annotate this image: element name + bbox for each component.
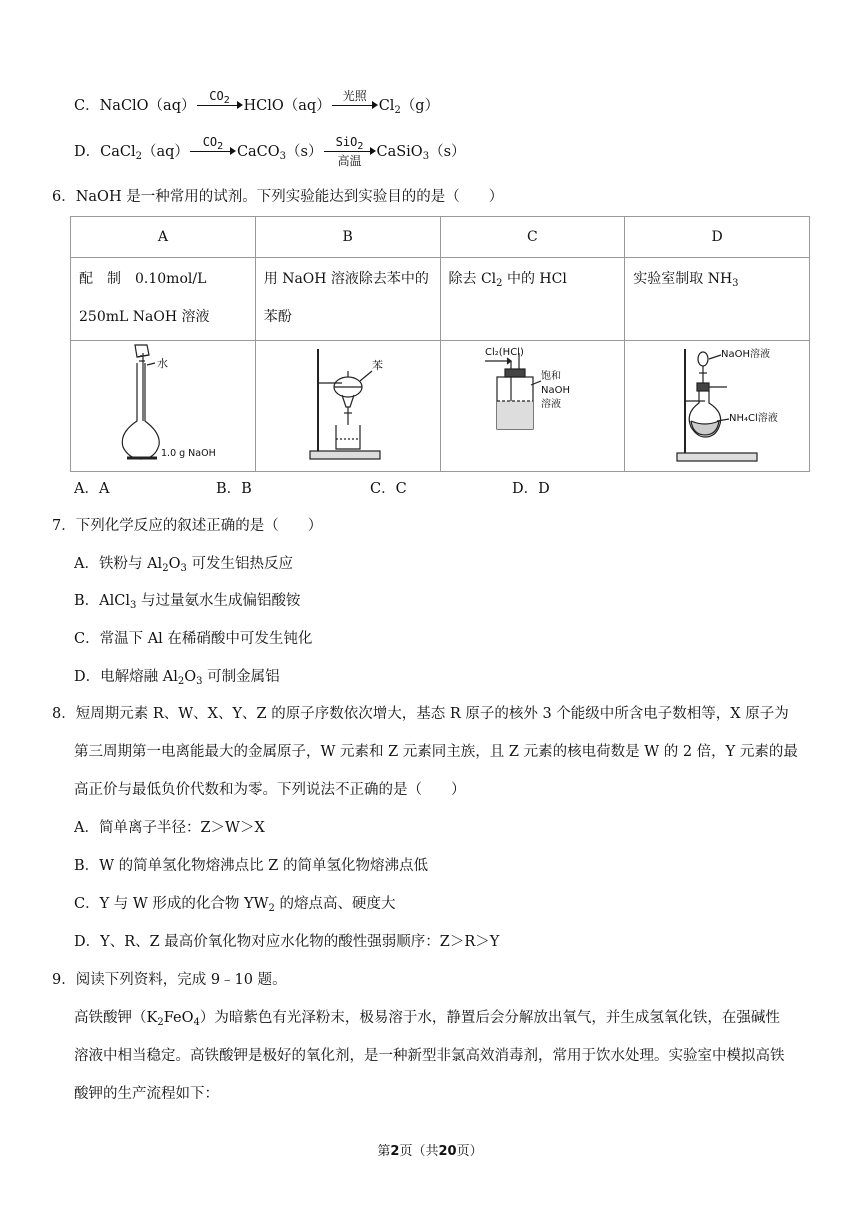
svg-text:Cl₂(HCl): Cl₂(HCl) [484,347,524,358]
q9-paragraph-line-3: 酸钾的生产流程如下： [74,1086,219,1102]
q9-paragraph-line-2: 溶液中相当稳定。高铁酸钾是极好的氧化剂，是一种新型非氯高效消毒剂，常用于饮水处理。实验室中模拟高铁 [74,1048,785,1064]
svg-text:饱和: 饱和 [540,371,561,382]
reaction-arrow: $CO_2$ [190,142,236,162]
q5-option-c: C．NaClO（aq） $CO_2$ HClO（aq） 光照 $Cl_2(g)$ [74,89,440,116]
q6-option-d: D．D [512,481,550,497]
header-c: C [440,217,625,258]
svg-text:NaOH: NaOH [540,385,570,396]
q8-stem-line-3: 高正价与最低负价代数和为零。下列说法不正确的是（ ） [74,782,466,798]
cell-b-text: 用 NaOH 溶液除去苯中的苯酚 [255,258,440,341]
q8-stem-line-2: 第三周期第一电离能最大的金属原子，W 元素和 Z 元素同主族，且 Z 元素的核电荷数是 W 的 2 倍，Y 元素的最 [74,744,798,760]
q9-paragraph-line-1: 高铁酸钾$(K_2FeO_4)$为暗紫色有光泽粉末，极易溶于水，静置后会分解放出氧气，并生成氢氧化铁，在强碱性 [74,1010,780,1028]
q9-stem: 9．阅读下列资料，完成 9﹣10 题。 [52,972,287,988]
gas-washing-bottle-diagram [441,341,625,467]
q6-stem: 6．NaOH 是一种常用的试剂。下列实验能达到实验目的的是（ ） [52,189,504,205]
ammonia-preparation-diagram [625,341,809,467]
svg-text:1.0 g NaOH: 1.0 g NaOH [161,448,216,459]
cell-d-figure [625,341,810,472]
cell-a-text: 配 制 0.10mol/L 250mL NaOH 溶液 [71,258,256,341]
svg-text:溶液: 溶液 [540,399,561,410]
reaction-arrow: 光照 [332,96,378,116]
q8-option-d: D．Y、R、Z 最高价氧化物对应水化物的酸性强弱顺序：Z＞R＞Y [74,934,500,950]
q7-option-d: D．电解熔融 $Al_2O_3$ 可制金属铝 [74,669,280,687]
reaction-arrow: $CO_2$ [197,96,243,116]
cell-d-text: 实验室制取 $NH_3$ [625,258,810,341]
q8-option-b: B．W 的简单氢化物熔沸点比 Z 的简单氢化物熔沸点低 [74,858,428,874]
q6-option-b: B．B [216,481,252,497]
q5-option-d: D．CaCl$_2$（aq） $CO_2$ CaCO$_3$（s） SiO$_2$ 高温 CaSiO$_3$（s） [74,135,466,168]
q6-option-c: C．C [370,481,407,497]
page-footer: 第2页（共20页） [377,1144,483,1159]
svg-text:NaOH溶液: NaOH溶液 [721,349,771,360]
q8-option-a: A．简单离子半径：Z＞W＞X [74,820,265,836]
q7-option-b: B．AlCl$_3$ 与过量氨水生成偏铝酸铵 [74,593,301,611]
q7-stem: 7．下列化学反应的叙述正确的是（ ） [52,518,323,534]
cell-b-figure [255,341,440,472]
q8-stem-line-1: 8．短周期元素 R、W、X、Y、Z 的原子序数依次增大，基态 R 原子的核外 3 个能级中所含电子数相等，X 原子为 [52,706,789,722]
reaction-arrow: SiO$_2$ 高温 [324,142,376,162]
separatory-funnel-diagram [256,341,440,467]
q8-option-c: C．Y 与 W 形成的化合物 $YW_2$ 的熔点高、硬度大 [74,896,396,914]
svg-text:苯: 苯 [371,359,383,372]
q6-table [70,216,810,472]
header-d: D [625,217,810,258]
volumetric-flask-diagram [71,341,255,467]
q7-option-c: C．常温下 Al 在稀硝酸中可发生钝化 [74,631,313,647]
header-b: B [255,217,440,258]
q6-option-a: A．A [74,481,110,497]
header-a: A [71,217,256,258]
cell-a-figure [71,341,256,472]
cell-c-figure [440,341,625,472]
svg-text:NH₄Cl溶液: NH₄Cl溶液 [729,413,779,424]
svg-text:水: 水 [157,357,168,370]
q7-option-a: A．铁粉与 $Al_2O_3$ 可发生铝热反应 [74,556,293,574]
cell-c-text: 除去 $Cl_2$ 中的 HCl [440,258,625,341]
